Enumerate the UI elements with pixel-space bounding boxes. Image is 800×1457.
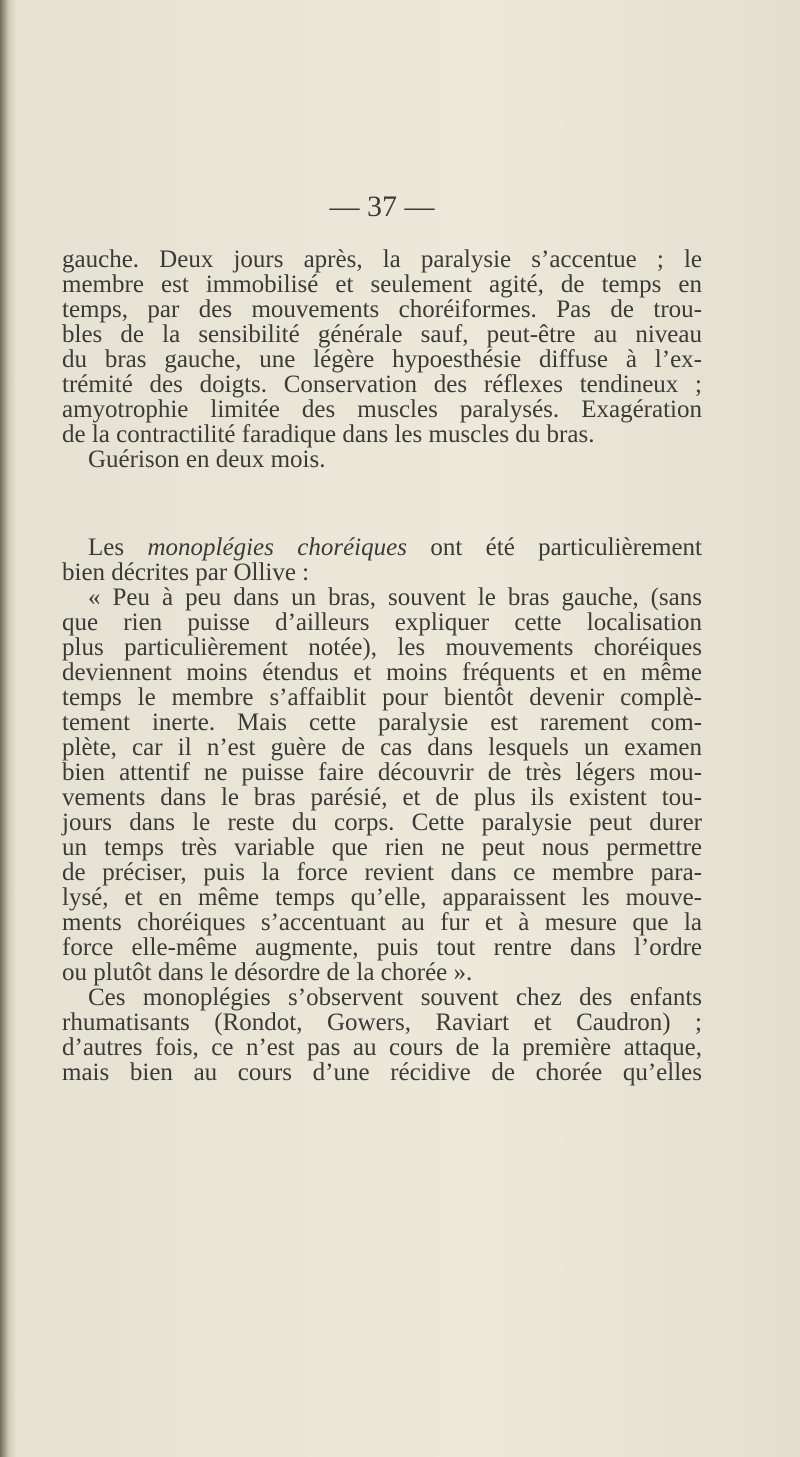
text-line: rhumatisants (Rondot, Gowers, Raviart et Caudron) ; [62,1009,702,1036]
text-line: plète, car il n’est guère de cas dans lesquels un examen [62,734,702,761]
book-page [62,0,702,1457]
text-line: d’autres fois, ce n’est pas au cours de la première attaque, [62,1034,702,1061]
text-line: que rien puisse d’ailleurs expliquer cette localisation [62,609,702,636]
text-line: temps, par des mouvements choréiformes. Pas de trou- [62,296,702,323]
text-line: bien attentif ne puisse faire découvrir de très légers mou- [62,759,702,786]
text-line: un temps très variable que rien ne peut nous permettre [62,834,702,861]
text-span: ont été particulièrement [406,534,702,561]
text-line: deviennent moins étendus et moins fréquents et en même [62,659,702,686]
text-line: amyotrophie limitée des muscles paralysés. Exagération [62,396,702,423]
text-line: trémité des doigts. Conservation des réflexes tendineux ; [62,371,702,398]
text-line: force elle-même augmente, puis tout rentre dans l’ordre [62,934,702,961]
text-line: gauche. Deux jours après, la paralysie s’accentue ; le [62,246,702,273]
text-line: bles de la sensibilité générale sauf, peut-être au niveau [62,321,702,348]
paragraph-monoplegies [62,530,702,1086]
text-line: mais bien au cours d’une récidive de chorée qu’elles [62,1059,702,1086]
text-line: membre est immobilisé et seulement agité, de temps en [62,271,702,298]
text-line: bien décrites par Ollive : [62,559,310,586]
text-line: temps le membre s’affaiblit pour bientôt devenir complè- [62,684,702,711]
text-line: ou plutôt dans le désordre de la chorée ». [62,959,473,986]
text-line: Ces monoplégies s’observent souvent chez des enfants [88,984,702,1011]
text-line: de la contractilité faradique dans les muscles du bras. [62,421,595,448]
text-line: jours dans le reste du corps. Cette paralysie peut durer [62,809,702,836]
italic-term: monoplégies choréiques [147,534,407,561]
text-line: du bras gauche, une légère hypoesthésie diffuse à l’ex- [62,346,702,373]
text-line: « Peu à peu dans un bras, souvent le bras gauche, (sans [88,584,702,611]
text-line: de préciser, puis la force revient dans ce membre para- [62,859,702,886]
text-span: Les [88,534,148,561]
text-line: lysé, et en même temps qu’elle, apparaissent les mouve- [62,884,702,911]
text-line: Guérison en deux mois. [88,446,326,473]
text-line: tement inerte. Mais cette paralysie est rarement com- [62,709,702,736]
paragraph-case-report [62,246,702,471]
text-line: ments choréiques s’accentuant au fur et à mesure que la [62,909,702,936]
text-line-with-italic [62,530,702,561]
text-line: vements dans le bras parésié, et de plus ils existent tou- [62,784,702,811]
page-number: — 37 — [329,190,435,223]
text-line: plus particulièrement notée), les mouvements choréiques [62,634,702,661]
